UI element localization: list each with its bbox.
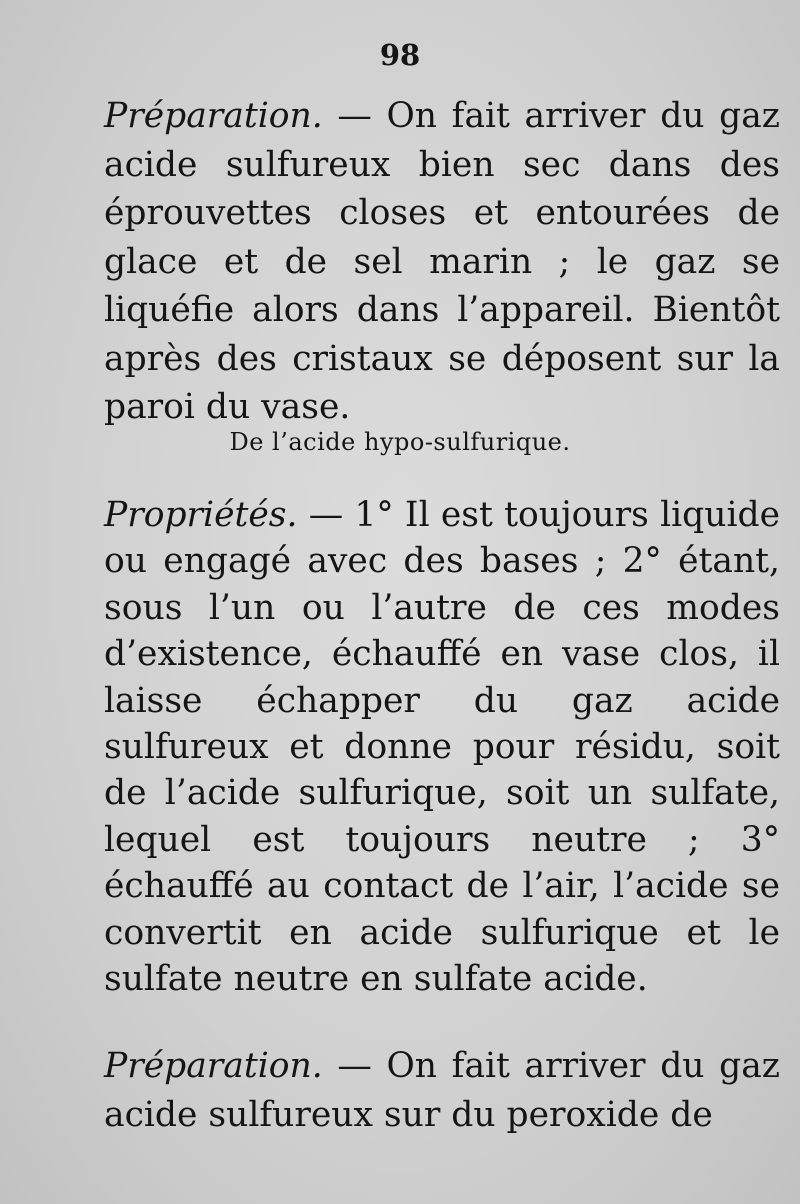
- preparation-lead: Préparation.: [104, 96, 323, 136]
- preparation-lead-2: Préparation.: [104, 1046, 323, 1086]
- page-number: 98: [379, 38, 421, 72]
- preparation-paragraph-2: [62, 1042, 780, 1140]
- properties-text: — 1° Il est toujours liquide ou engagé avec des bases ; 2° étant, sous l’un ou l’autre de ces modes d’existence, échauffé en vase clos, il laisse échapper du gaz acide sulfureux et donne pour résidu, soit de l’acide sulfurique, soit un sulfate, lequel est toujours neutre ; 3° échauffé au contact de l’air, l’acide se convertit en acide sulfurique et le sulfate neutre en sulfate acide.: [104, 495, 780, 1000]
- preparation-text-2: — On fait arriver du gaz acide sulfureux sur du peroxide de: [104, 1046, 780, 1135]
- preparation-text: — On fait arriver du gaz acide sulfureux bien sec dans des éprouvettes closes et entourées de glace et de sel marin ; le gaz se liquéfie alors dans l’appareil. Bientôt après des cristaux se déposent sur la paroi du vase.: [104, 96, 780, 427]
- section-heading: De l’acide hypo-sulfurique.: [229, 428, 571, 456]
- properties-lead: Propriétés.: [104, 495, 298, 535]
- preparation-paragraph: [62, 92, 780, 432]
- properties-paragraph: [62, 492, 780, 1002]
